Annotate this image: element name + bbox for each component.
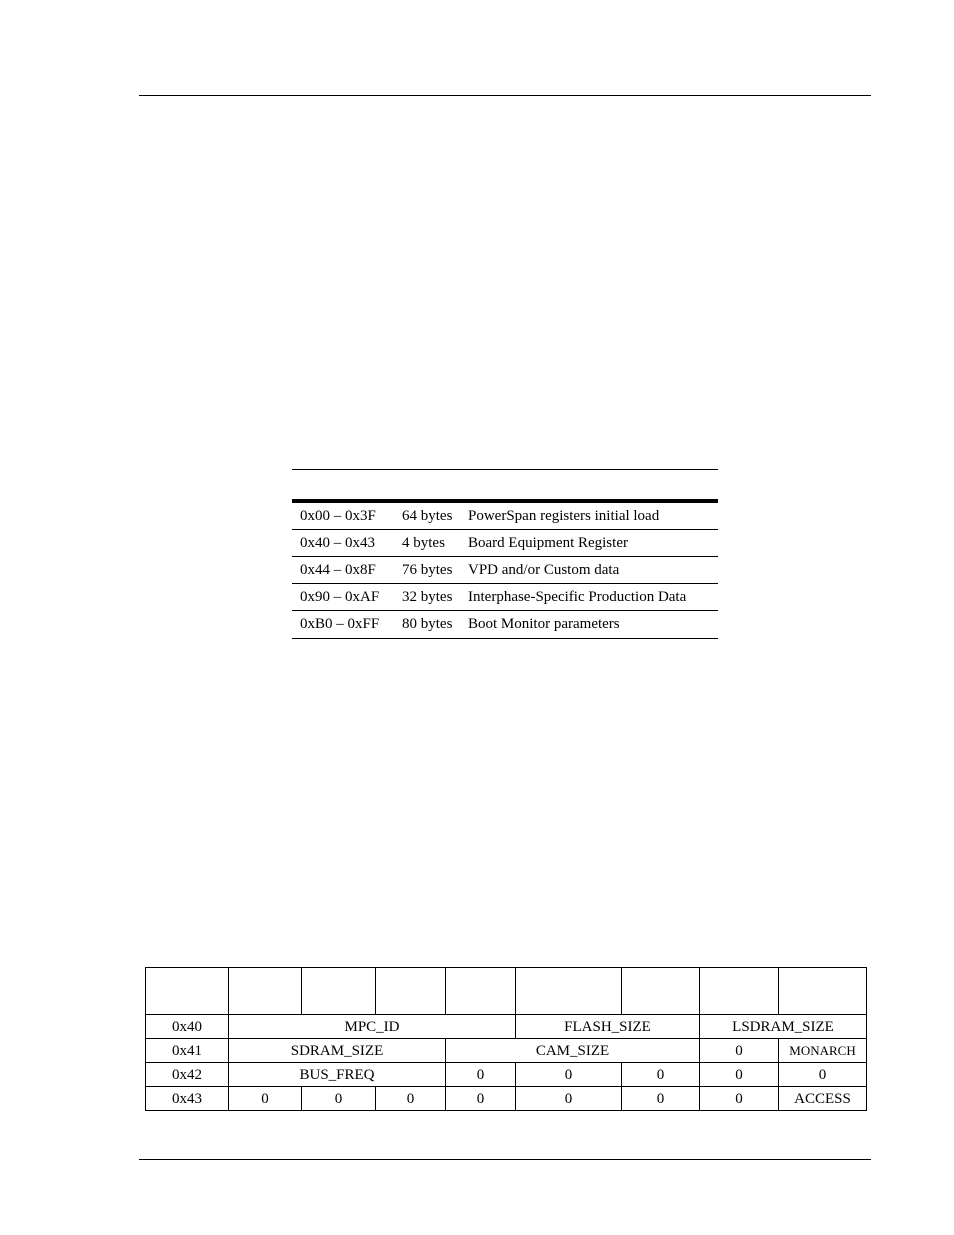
description: Board Equipment Register xyxy=(468,534,628,551)
field-sdram-size: SDRAM_SIZE xyxy=(229,1039,446,1063)
board-equipment-register-table xyxy=(145,967,867,1111)
size: 76 bytes xyxy=(402,561,453,578)
table-row xyxy=(292,584,718,611)
header-cell xyxy=(376,968,446,1015)
field-flash-size: FLASH_SIZE xyxy=(516,1015,700,1039)
memory-map-table xyxy=(292,469,718,639)
header-cell xyxy=(146,968,229,1015)
bit-6: 0 xyxy=(302,1087,376,1111)
table-row xyxy=(292,503,718,530)
table-row xyxy=(146,1039,867,1063)
bit-2: 0 xyxy=(622,1087,700,1111)
header-cell xyxy=(700,968,779,1015)
address-range: 0xB0 – 0xFF xyxy=(300,616,380,632)
header-cell xyxy=(446,968,516,1015)
header-cell xyxy=(229,968,302,1015)
bit-4: 0 xyxy=(446,1063,516,1087)
bit-1: 0 xyxy=(700,1087,779,1111)
field-cam-size: CAM_SIZE xyxy=(446,1039,700,1063)
table-row xyxy=(292,530,718,557)
field-access: ACCESS xyxy=(779,1087,867,1111)
table-row xyxy=(292,611,718,639)
header-cell xyxy=(302,968,376,1015)
register-address: 0x42 xyxy=(146,1063,229,1087)
bit-1: 0 xyxy=(700,1039,779,1063)
size: 80 bytes xyxy=(402,616,453,632)
register-address: 0x41 xyxy=(146,1039,229,1063)
header-cell xyxy=(516,968,622,1015)
header-rule xyxy=(139,95,871,96)
table-top-rule xyxy=(292,469,718,470)
field-bus-freq: BUS_FREQ xyxy=(229,1063,446,1087)
description: Interphase-Specific Production Data xyxy=(468,588,687,605)
bit-3: 0 xyxy=(516,1063,622,1087)
register-address: 0x40 xyxy=(146,1015,229,1039)
description: VPD and/or Custom data xyxy=(468,561,620,578)
table-row xyxy=(292,557,718,584)
size: 64 bytes xyxy=(402,507,453,524)
table-row xyxy=(146,1015,867,1039)
bit-1: 0 xyxy=(700,1063,779,1087)
field-monarch: MONARCH xyxy=(779,1039,867,1063)
bit-5: 0 xyxy=(376,1087,446,1111)
bit-4: 0 xyxy=(446,1087,516,1111)
address-range: 0x40 – 0x43 xyxy=(300,534,375,551)
address-range: 0x44 – 0x8F xyxy=(300,561,376,578)
table-row xyxy=(146,1087,867,1111)
field-mpc-id: MPC_ID xyxy=(229,1015,516,1039)
table-row xyxy=(146,1063,867,1087)
size: 4 bytes xyxy=(402,534,445,551)
header-cell xyxy=(779,968,867,1015)
address-range: 0x90 – 0xAF xyxy=(300,588,380,605)
size: 32 bytes xyxy=(402,588,453,605)
description: PowerSpan registers initial load xyxy=(468,507,660,524)
description: Boot Monitor parameters xyxy=(468,616,620,632)
bit-3: 0 xyxy=(516,1087,622,1111)
table-header-row xyxy=(146,968,867,1015)
field-lsdram-size: LSDRAM_SIZE xyxy=(700,1015,867,1039)
bit-2: 0 xyxy=(622,1063,700,1087)
footer-rule xyxy=(139,1159,871,1160)
bit-7: 0 xyxy=(229,1087,302,1111)
header-cell xyxy=(622,968,700,1015)
register-address: 0x43 xyxy=(146,1087,229,1111)
bit-0: 0 xyxy=(779,1063,867,1087)
address-range: 0x00 – 0x3F xyxy=(300,507,376,524)
